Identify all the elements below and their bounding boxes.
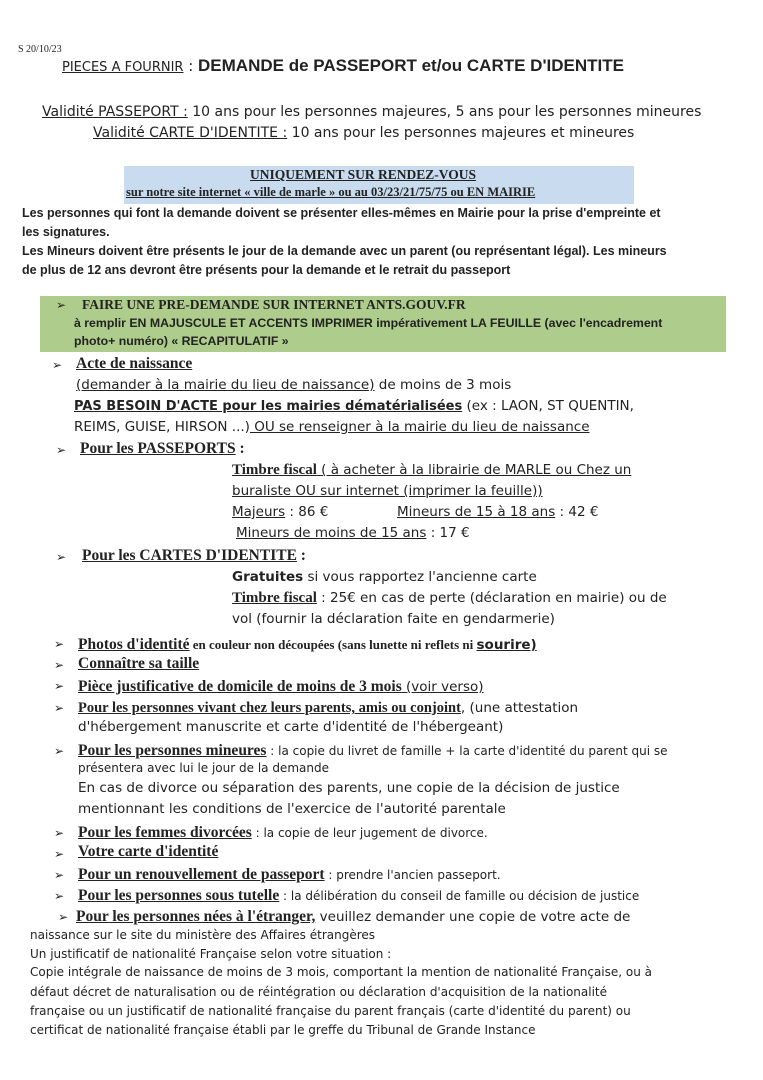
- cni-gratuites: [232, 569, 537, 585]
- predemande-line2: à remplir EN MAJUSCULE ET ACCENTS IMPRIMER impérativement LA FEUILLE (avec l'encadrement: [74, 316, 663, 330]
- etranger-line4: Copie intégrale de naissance de moins de 3 mois, comportant la mention de nationalité Française, ou à: [30, 965, 653, 979]
- renouvellement-title: Pour un renouvellement de passeport: [78, 866, 325, 883]
- title-main: DEMANDE de PASSEPORT et/ou CARTE D'IDENTITE: [198, 56, 624, 75]
- photos-item: [78, 634, 537, 654]
- cni-gratuites-label: Gratuites: [232, 569, 304, 585]
- divorcees-title: Pour les femmes divorcées: [78, 824, 252, 841]
- domicile-text: (voir verso): [401, 679, 484, 695]
- cni-timbre: [232, 590, 667, 607]
- predemande-line1: FAIRE UNE PRE-DEMANDE SUR INTERNET ANTS.GOUV.FR: [82, 297, 466, 312]
- photos-text: en couleur non découpées (sans lunette ni reflets ni: [189, 637, 477, 652]
- acte-line2: [74, 398, 634, 414]
- passeports-timbre-text: ( à acheter à la librairie de MARLE ou Chez un: [316, 462, 632, 478]
- mineures-line4: mentionnant les conditions de l'exercice de l'autorité parentale: [78, 801, 506, 817]
- bullet-arrow-icon: ➢: [54, 637, 65, 651]
- cni-timbre-label: Timbre fiscal: [232, 590, 317, 606]
- cni-title-text: Pour les CARTES D'IDENTITE: [82, 547, 297, 564]
- document-reference: S 20/10/23: [18, 44, 62, 55]
- bullet-arrow-icon: ➢: [54, 826, 65, 840]
- passeports-mineurs-15: [236, 525, 470, 541]
- validity-cni-text: 10 ans pour les personnes majeures et mineures: [291, 125, 635, 141]
- passeports-colon: :: [235, 440, 245, 457]
- bullet-arrow-icon: ➢: [54, 744, 65, 758]
- bullet-arrow-icon: ➢: [56, 298, 67, 312]
- etranger-title: Pour les personnes nées à l'étranger,: [76, 908, 316, 925]
- passeports-timbre: [232, 462, 631, 479]
- title-colon: :: [183, 57, 199, 75]
- photos-title: Photos d'identité: [78, 636, 190, 653]
- title-prefix: PIECES A FOURNIR: [62, 60, 184, 75]
- domicile-title: Pièce justificative de domicile de moins de 3 mois: [78, 678, 402, 695]
- bullet-arrow-icon: ➢: [54, 701, 65, 715]
- etranger-text: veuillez demander une copie de votre acte de: [315, 909, 631, 925]
- bullet-arrow-icon: ➢: [56, 550, 67, 564]
- acte-line1: [76, 377, 511, 393]
- appointment-line2: sur notre site internet « ville de marle » ou au 03/23/21/75/75 ou EN MAIRIE: [126, 185, 536, 199]
- page-title: [62, 56, 624, 76]
- passeports-mineurs-15-label: Mineurs de moins de 15 ans: [236, 525, 427, 541]
- bullet-arrow-icon: ➢: [54, 868, 65, 882]
- bullet-arrow-icon: ➢: [56, 443, 67, 457]
- bullet-arrow-icon: ➢: [58, 910, 69, 924]
- bullet-arrow-icon: ➢: [54, 679, 65, 693]
- validity-cni: [93, 125, 634, 141]
- chez-item: [78, 697, 578, 717]
- validity-passport-text: 10 ans pour les personnes majeures, 5 ans pour les personnes mineures: [187, 104, 702, 120]
- acte-line2-underlined: PAS BESOIN D'ACTE pour les mairies dématérialisées: [74, 399, 463, 414]
- passeports-line2: buraliste OU sur internet (imprimer la feuille)): [232, 483, 543, 499]
- passeports-majeurs-label: Majeurs: [232, 504, 286, 520]
- etranger-line7: certificat de nationalité française établi par le greffe du Tribunal de Grande Instance: [30, 1023, 536, 1037]
- passeports-title: [80, 440, 245, 458]
- mineures-line2: présentera avec lui le jour de la demande: [78, 761, 329, 775]
- domicile-item: [78, 676, 484, 696]
- predemande-line3: photo+ numéro) « RECAPITULATIF »: [74, 334, 289, 348]
- bullet-arrow-icon: ➢: [52, 358, 63, 372]
- bullet-arrow-icon: ➢: [54, 889, 65, 903]
- chez-line2: d'hébergement manuscrite et carte d'identité de l'hébergeant): [78, 719, 504, 735]
- votre-cni-item: Votre carte d'identité: [78, 843, 219, 860]
- cni-timbre-text: : 25€ en cas de perte (déclaration en mairie) ou de: [316, 590, 667, 606]
- passeports-mineurs-15-18-label: Mineurs de 15 à 18 ans: [397, 504, 556, 520]
- intro-line4: de plus de 12 ans devront être présents pour la demande et le retrait du passeport: [22, 263, 511, 277]
- taille-item: Connaître sa taille: [78, 655, 200, 672]
- bullet-arrow-icon: ➢: [54, 847, 65, 861]
- intro-line3: Les Mineurs doivent être présents le jour de la demande avec un parent (ou représentant légal). Les mineurs: [22, 244, 667, 258]
- mineures-line3: En cas de divorce ou séparation des parents, une copie de la décision de justice: [78, 780, 620, 796]
- passeports-majeurs-value: : 86 €: [285, 504, 329, 520]
- acte-line2-text: (ex : LAON, ST QUENTIN,: [462, 398, 634, 414]
- renouvellement-item: [78, 864, 501, 884]
- validity-passport-label: Validité PASSEPORT :: [42, 104, 188, 120]
- passeports-mineurs-15-18: [397, 504, 598, 520]
- tutelle-item: [78, 885, 639, 905]
- cni-colon: :: [296, 547, 306, 564]
- tutelle-title: Pour les personnes sous tutelle: [78, 887, 280, 904]
- passeports-timbre-label: Timbre fiscal: [232, 462, 317, 478]
- validity-cni-label: Validité CARTE D'IDENTITE :: [93, 125, 288, 141]
- passeports-mineurs-15-value: : 17 €: [426, 525, 470, 541]
- bullet-arrow-icon: ➢: [54, 658, 65, 672]
- acte-line3: [74, 419, 590, 435]
- mineures-text: : la copie du livret de famille + la carte d'identité du parent qui se: [266, 744, 668, 758]
- acte-line3-underlined: OU se renseigner à la mairie du lieu de naissance: [249, 419, 590, 435]
- acte-line1-text: de moins de 3 mois: [374, 377, 512, 393]
- chez-title: Pour les personnes vivant chez leurs parents, amis ou conjoint: [78, 700, 461, 716]
- etranger-line5: défaut décret de naturalisation ou de réintégration ou déclaration d'acquisition de la nationalité: [30, 985, 607, 999]
- acte-line1-underlined: (demander à la mairie du lieu de naissance): [76, 377, 375, 393]
- intro-line2: les signatures.: [22, 225, 110, 239]
- divorcees-item: [78, 822, 488, 842]
- validity-passport: [42, 104, 701, 120]
- cni-gratuites-text: si vous rapportez l'ancienne carte: [303, 569, 537, 585]
- appointment-line1: UNIQUEMENT SUR RENDEZ-VOUS: [250, 167, 477, 182]
- mineures-item: [78, 740, 668, 760]
- passeports-majeurs: [232, 504, 328, 520]
- divorcees-text: : la copie de leur jugement de divorce.: [251, 826, 488, 840]
- intro-line1: Les personnes qui font la demande doivent se présenter elles-mêmes en Mairie pour la prise d'empreinte et: [22, 206, 661, 220]
- passeports-title-text: Pour les PASSEPORTS: [80, 440, 236, 457]
- cni-line3: vol (fournir la déclaration faite en gendarmerie): [232, 611, 555, 627]
- acte-line3-text: REIMS, GUISE, HIRSON ...): [74, 419, 250, 435]
- renouvellement-text: : prendre l'ancien passeport.: [324, 868, 501, 882]
- tutelle-text: : la délibération du conseil de famille ou décision de justice: [279, 889, 640, 903]
- chez-text: , (une attestation: [460, 700, 579, 716]
- mineures-title: Pour les personnes mineures: [78, 742, 267, 759]
- passeports-mineurs-15-18-value: : 42 €: [555, 504, 599, 520]
- etranger-line2: naissance sur le site du ministère des Affaires étrangères: [30, 928, 376, 942]
- photos-sourire: sourire): [476, 637, 537, 653]
- cni-title: [82, 547, 306, 565]
- acte-title: Acte de naissance: [76, 355, 193, 372]
- etranger-line6: française ou un justificatif de nationalité française du parent français (carte d'identité du parent) ou: [30, 1004, 631, 1018]
- etranger-item: [76, 906, 630, 926]
- etranger-line3: Un justificatif de nationalité Française selon votre situation :: [30, 947, 392, 961]
